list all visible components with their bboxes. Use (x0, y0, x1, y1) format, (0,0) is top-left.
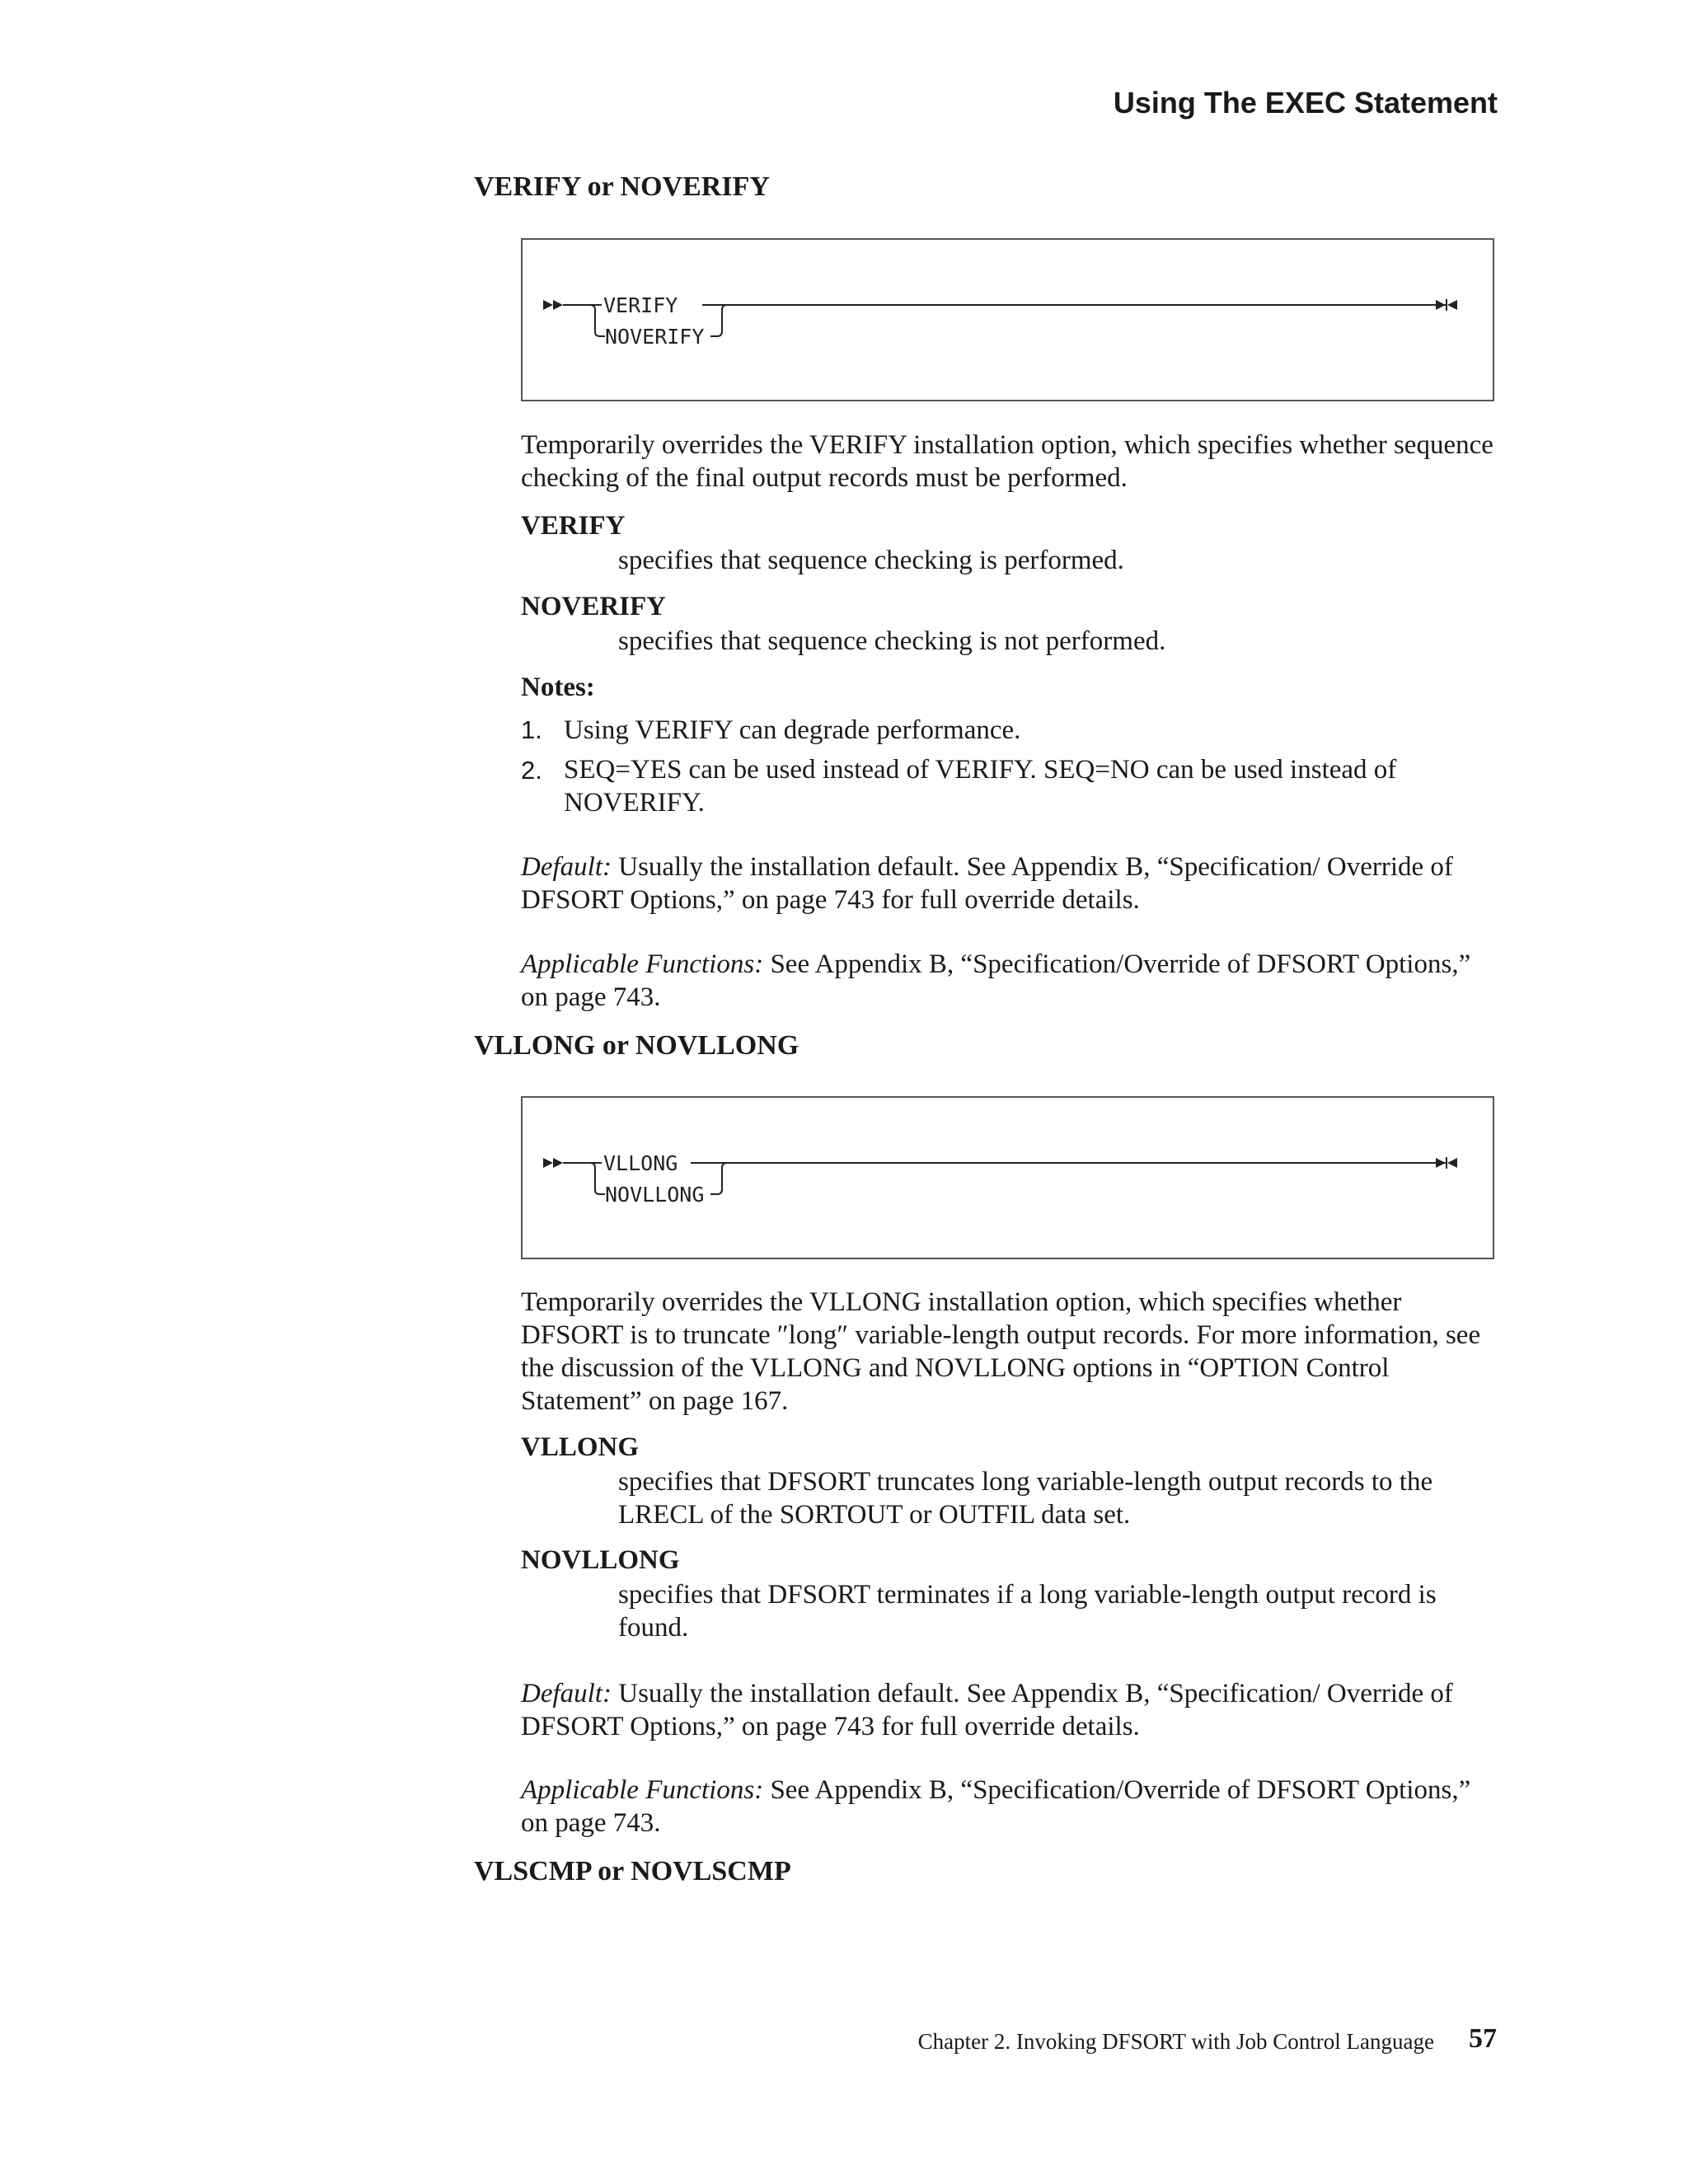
note-number: 2. (521, 756, 542, 785)
term-verify: VERIFY (521, 511, 626, 541)
applicable-text: See Appendix B, “Specification/Override of DFSORT Options,” on page 743. (521, 1775, 1471, 1838)
verify-intro: Temporarily overrides the VERIFY installation option, which specifies whether sequence checking of the final output records must be performed. (521, 430, 1493, 493)
vllong-applicable (521, 1774, 1502, 1840)
default-text: Usually the installation default. See Appendix B, “Specification/ Override of DFSORT Options,” on page 743 for full override details. (521, 1679, 1453, 1741)
running-header: Using The EXEC Statement (1113, 86, 1498, 120)
applicable-label: Applicable Functions: (521, 1775, 764, 1805)
footer-chapter-title: Chapter 2. Invoking DFSORT with Job Control Language (917, 2029, 1434, 2054)
verify-applicable (521, 948, 1502, 1014)
section-heading-vllong: VLLONG or NOVLLONG (474, 1030, 799, 1061)
diagram-option-alt: NOVLLONG (605, 1183, 705, 1207)
term-novllong-desc: specifies that DFSORT terminates if a long variable-length output record is found. (618, 1580, 1437, 1643)
footer-page-number: 57 (1469, 2023, 1497, 2054)
note-text: Using VERIFY can degrade performance. (564, 715, 1021, 745)
applicable-text: See Appendix B, “Specification/Override of DFSORT Options,” on page 743. (521, 949, 1471, 1012)
section-heading-vlscmp: VLSCMP or NOVLSCMP (474, 1856, 791, 1886)
term-noverify-desc: specifies that sequence checking is not performed. (618, 626, 1166, 656)
section-heading-verify: VERIFY or NOVERIFY (474, 171, 770, 202)
term-noverify: NOVERIFY (521, 592, 667, 621)
applicable-label: Applicable Functions: (521, 949, 764, 979)
syntax-diagram-lines (523, 1098, 1496, 1261)
verify-default (521, 851, 1502, 916)
note-number: 1. (521, 715, 542, 744)
notes-label: Notes: (521, 673, 595, 702)
default-label: Default: (521, 852, 612, 882)
vllong-default (521, 1677, 1502, 1743)
diagram-option-default: VLLONG (603, 1151, 678, 1175)
syntax-diagram-lines (523, 240, 1496, 403)
diagram-option-alt: NOVERIFY (605, 325, 705, 349)
default-label: Default: (521, 1679, 612, 1708)
term-novllong: NOVLLONG (521, 1545, 680, 1575)
term-vllong-desc: specifies that DFSORT truncates long variable-length output records to the LRECL of the SORTOUT or OUTFIL data set. (618, 1467, 1433, 1530)
term-verify-desc: specifies that sequence checking is performed. (618, 546, 1124, 575)
term-vllong: VLLONG (521, 1432, 640, 1462)
note-text: SEQ=YES can be used instead of VERIFY. SEQ=NO can be used instead of NOVERIFY. (564, 755, 1397, 818)
vllong-intro: Temporarily overrides the VLLONG installation option, which specifies whether DFSORT is to truncate ″long″ variable-length output records. For more information, see the discussion of the VLLONG and NOVLLONG options in “OPTION Control Statement” on page 167. (521, 1287, 1481, 1416)
diagram-option-default: VERIFY (603, 293, 678, 317)
syntax-diagram-vllong (521, 1096, 1494, 1259)
syntax-diagram-verify (521, 238, 1494, 401)
default-text: Usually the installation default. See Appendix B, “Specification/ Override of DFSORT Options,” on page 743 for full override details. (521, 852, 1453, 915)
